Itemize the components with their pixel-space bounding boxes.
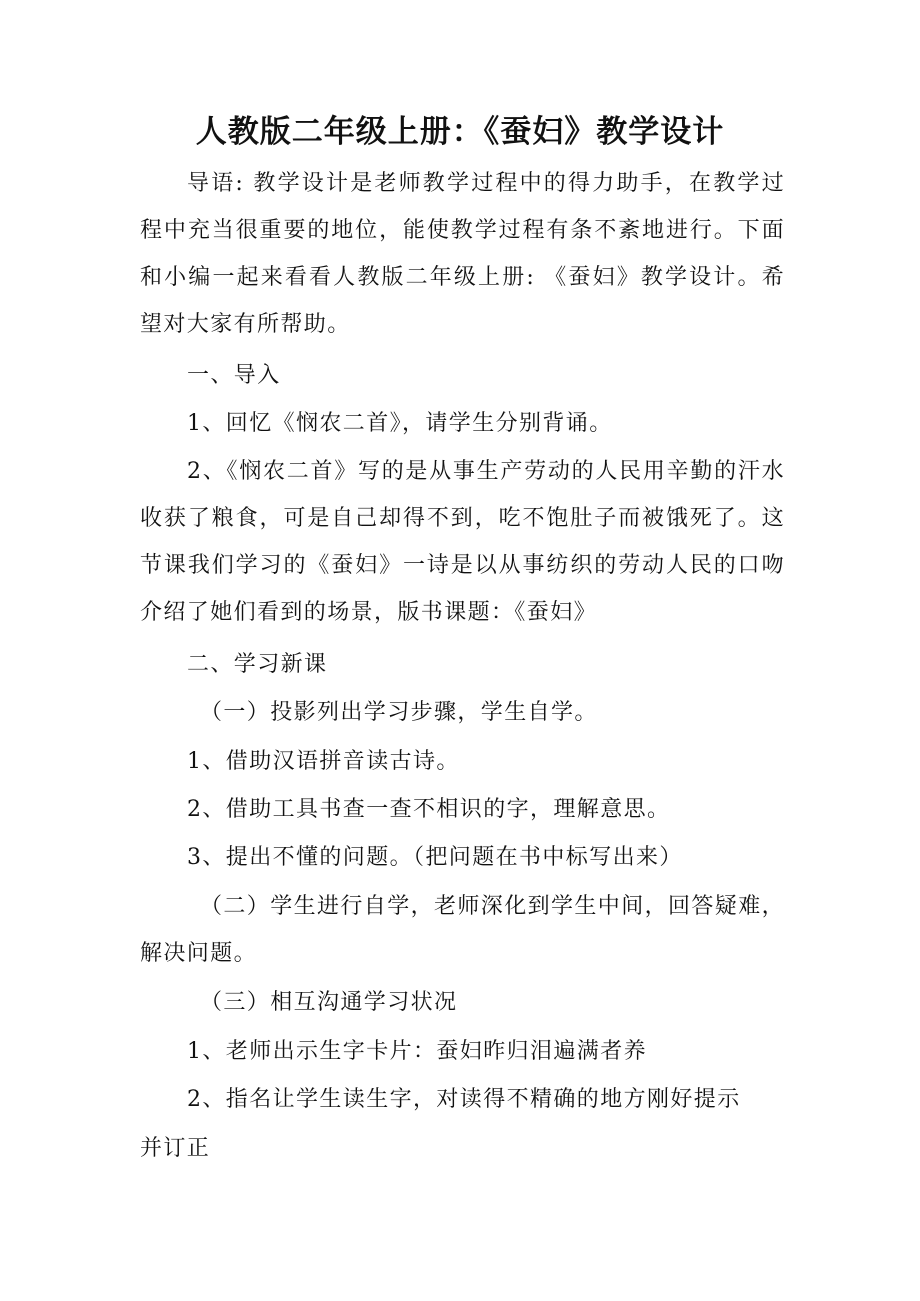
subsection-heading: （三）相互沟通学习状况	[200, 990, 458, 1015]
subsection-heading: （一）投影列出学习步骤，学生自学。	[200, 700, 598, 725]
list-item: 1、借助汉语拼音读古诗。	[187, 749, 460, 774]
list-item: 2、指名让学生读生字，对读得不精确的地方刚好提示	[187, 1087, 741, 1112]
intro-paragraph: 导语: 教学设计是老师教学过程中的得力助手，在教学过程中充当很重要的地位，能使教学过程有条不紊地进行。下面和小编一起来看看人教版二年级上册: 《蚕妇》教学设计。希望对大家有所帮助。	[140, 171, 785, 337]
list-item: 1、回忆《悯农二首》，请学生分别背诵。	[187, 411, 613, 436]
list-item: 1、老师出示生字卡片：蚕妇昨归泪遍满者养	[187, 1039, 647, 1064]
list-item: 2、借助工具书查一查不相识的字，理解意思。	[187, 797, 671, 822]
section-heading-new-lesson: 二、学习新课	[187, 652, 328, 677]
body-paragraph: （二）学生进行自学，老师深化到学生中间，回答疑难，解决问题。	[140, 894, 786, 966]
section-heading-intro: 一、导入	[187, 363, 281, 388]
body-paragraph: 2、《悯农二首》写的是从事生产劳动的人民用辛勤的汗水收获了粮食，可是自己却得不到，吃不饱肚子而被饿死了。这节课我们学习的《蚕妇》一诗是以从事纺织的劳动人民的口吻介绍了她们看到的场景，版书课题：《蚕妇》	[140, 459, 785, 625]
list-item: 3、提出不懂的问题。（把问题在书中标写出来）	[187, 845, 683, 870]
document-title: 人教版二年级上册：《蚕妇》教学设计	[195, 114, 725, 150]
list-item-continuation: 并订正	[140, 1136, 211, 1161]
